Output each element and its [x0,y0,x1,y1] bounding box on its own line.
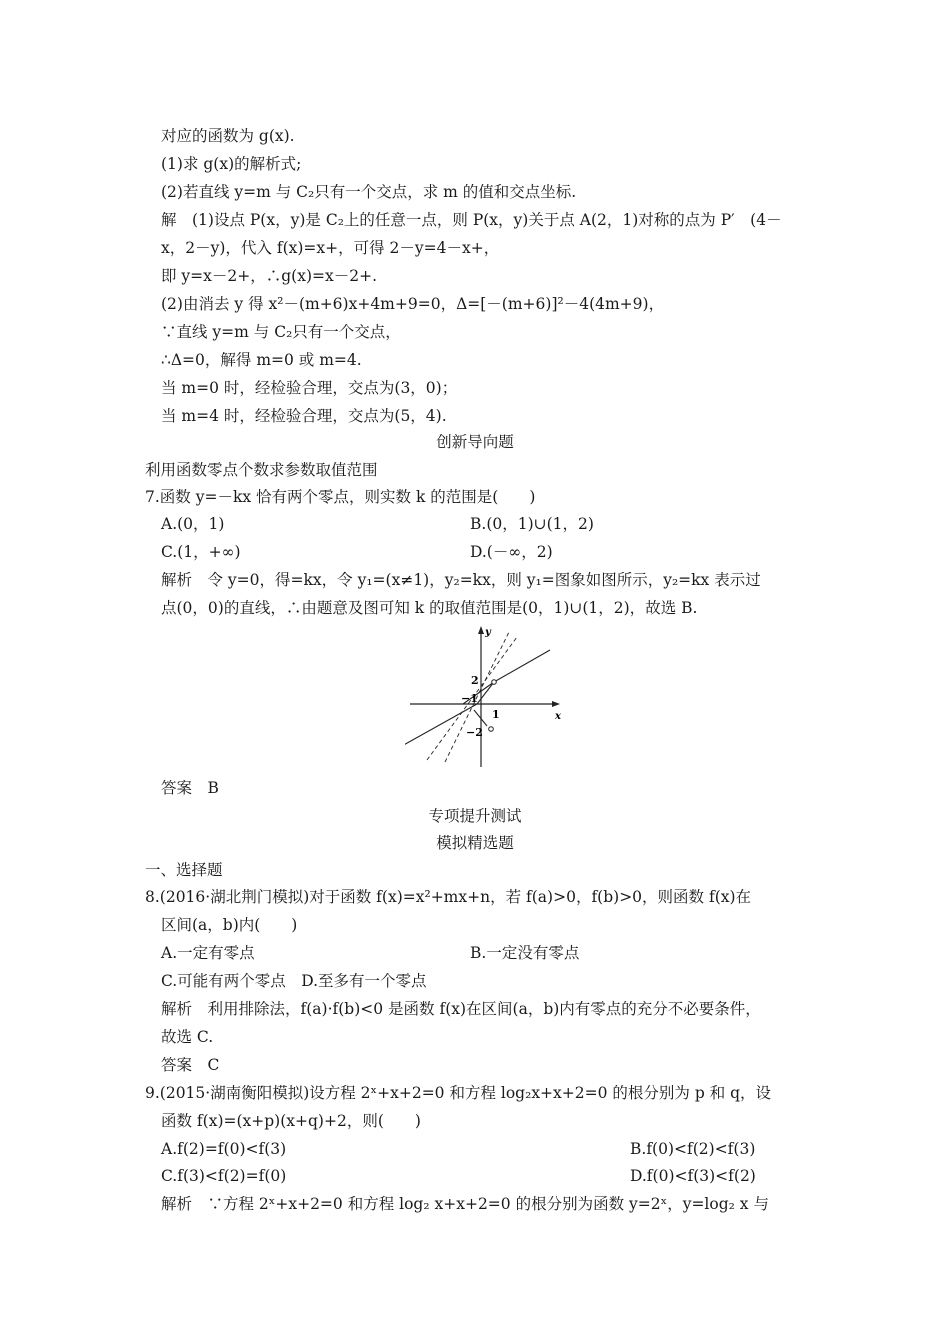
text-line: 一、选择题 [145,861,223,879]
question-7: 7.函数 y=－kx 恰有两个零点，则实数 k 的范围是( ) [145,488,536,506]
option-c: C.f(3)<f(2)=f(0) [161,1167,287,1185]
option-a: A.一定有零点 [161,944,255,962]
option-b: B.一定没有零点 [470,944,580,962]
answer-line: 答案 B [161,779,219,797]
answer-line: 答案 C [161,1056,220,1074]
text-line: 解析 ∵方程 2ˣ+x+2=0 和方程 log₂ x+x+2=0 的根分别为函数 y=2ˣ，y=log₂ x 与 [161,1195,769,1213]
text-line: (2)由消去 y 得 x²－(m+6)x+4m+9=0，Δ=[－(m+6)]²－4(4m+9)， [161,295,665,313]
text-line: 即 y=x－2+，∴g(x)=x－2+. [161,267,378,285]
x-axis-arrow [552,701,560,707]
text-line: 解析 令 y=0，得=kx，令 y₁=(x≠1)，y₂=kx，则 y₁=图象如图所示，y₂=kx 表示过 [161,571,761,589]
tick-label: −2 [466,726,483,739]
tick-label: 2 [471,674,479,687]
question-8: 8.(2016·湖北荆门模拟)对于函数 f(x)=x²+mx+n，若 f(a)>0，f(b)>0，则函数 f(x)在 [145,888,752,906]
text-line: 区间(a，b)内( ) [161,916,298,934]
option-c: C.(1，+∞) [161,543,241,561]
open-point [492,680,497,685]
text-line: 利用函数零点个数求参数取值范围 [145,461,378,479]
text-line: ∴Δ=0，解得 m=0 或 m=4. [161,351,362,369]
section-heading: 专项提升测试 [428,807,522,825]
section-heading: 模拟精选题 [436,834,514,852]
question-9: 9.(2015·湖南衡阳模拟)设方程 2ˣ+x+2=0 和方程 log₂x+x+2=0 的根分别为 p 和 q，设 [145,1084,772,1102]
text-line: x，2－y)，代入 f(x)=x+，可得 2－y=4－x+， [161,239,500,257]
option-cd: C.可能有两个零点 D.至多有一个零点 [161,972,427,990]
text-line: 当 m=0 时，经检验合理，交点为(3，0)； [161,379,458,397]
option-d: D.(－∞，2) [470,543,553,561]
function-graph-figure [405,622,565,772]
text-line: 对应的函数为 g(x). [161,127,295,145]
x-axis-label: x [555,711,561,722]
text-line: ∵直线 y=m 与 C₂只有一个交点， [161,323,401,341]
tick-label: 1 [492,708,500,721]
graph-line [477,682,494,704]
option-a: A.f(2)=f(0)<f(3) [161,1140,287,1158]
option-d: D.f(0)<f(3)<f(2) [630,1167,756,1185]
text-line: 当 m=4 时，经检验合理，交点为(5，4). [161,407,447,425]
text-line: 故选 C. [161,1028,214,1046]
y-axis-label: y [485,627,491,638]
text-line: 函数 f(x)=(x+p)(x+q)+2，则( ) [161,1112,421,1130]
graph-line [494,650,550,682]
open-point [489,727,494,732]
text-line: (2)若直线 y=m 与 C₂只有一个交点，求 m 的值和交点坐标. [161,183,577,201]
y-axis-arrow [478,626,484,634]
option-b: B.f(0)<f(2)<f(3) [630,1140,756,1158]
text-line: 解析 利用排除法，f(a)·f(b)<0 是函数 f(x)在区间(a，b)内有零点的充分不必要条件， [161,1000,761,1018]
text-line: 点(0，0)的直线，∴由题意及图可知 k 的取值范围是(0，1)∪(1，2)，故选 B. [161,599,698,617]
graph-svg [405,622,565,772]
option-b: B.(0，1)∪(1，2) [470,515,594,533]
text-line: 解 (1)设点 P(x，y)是 C₂上的任意一点，则 P(x，y)关于点 A(2，1)对称的点为 P′ (4－ [161,211,782,229]
option-a: A.(0，1) [161,515,225,533]
tick-label: −1 [461,692,478,705]
section-heading: 创新导向题 [436,433,514,451]
text-line: (1)求 g(x)的解析式; [161,155,302,173]
